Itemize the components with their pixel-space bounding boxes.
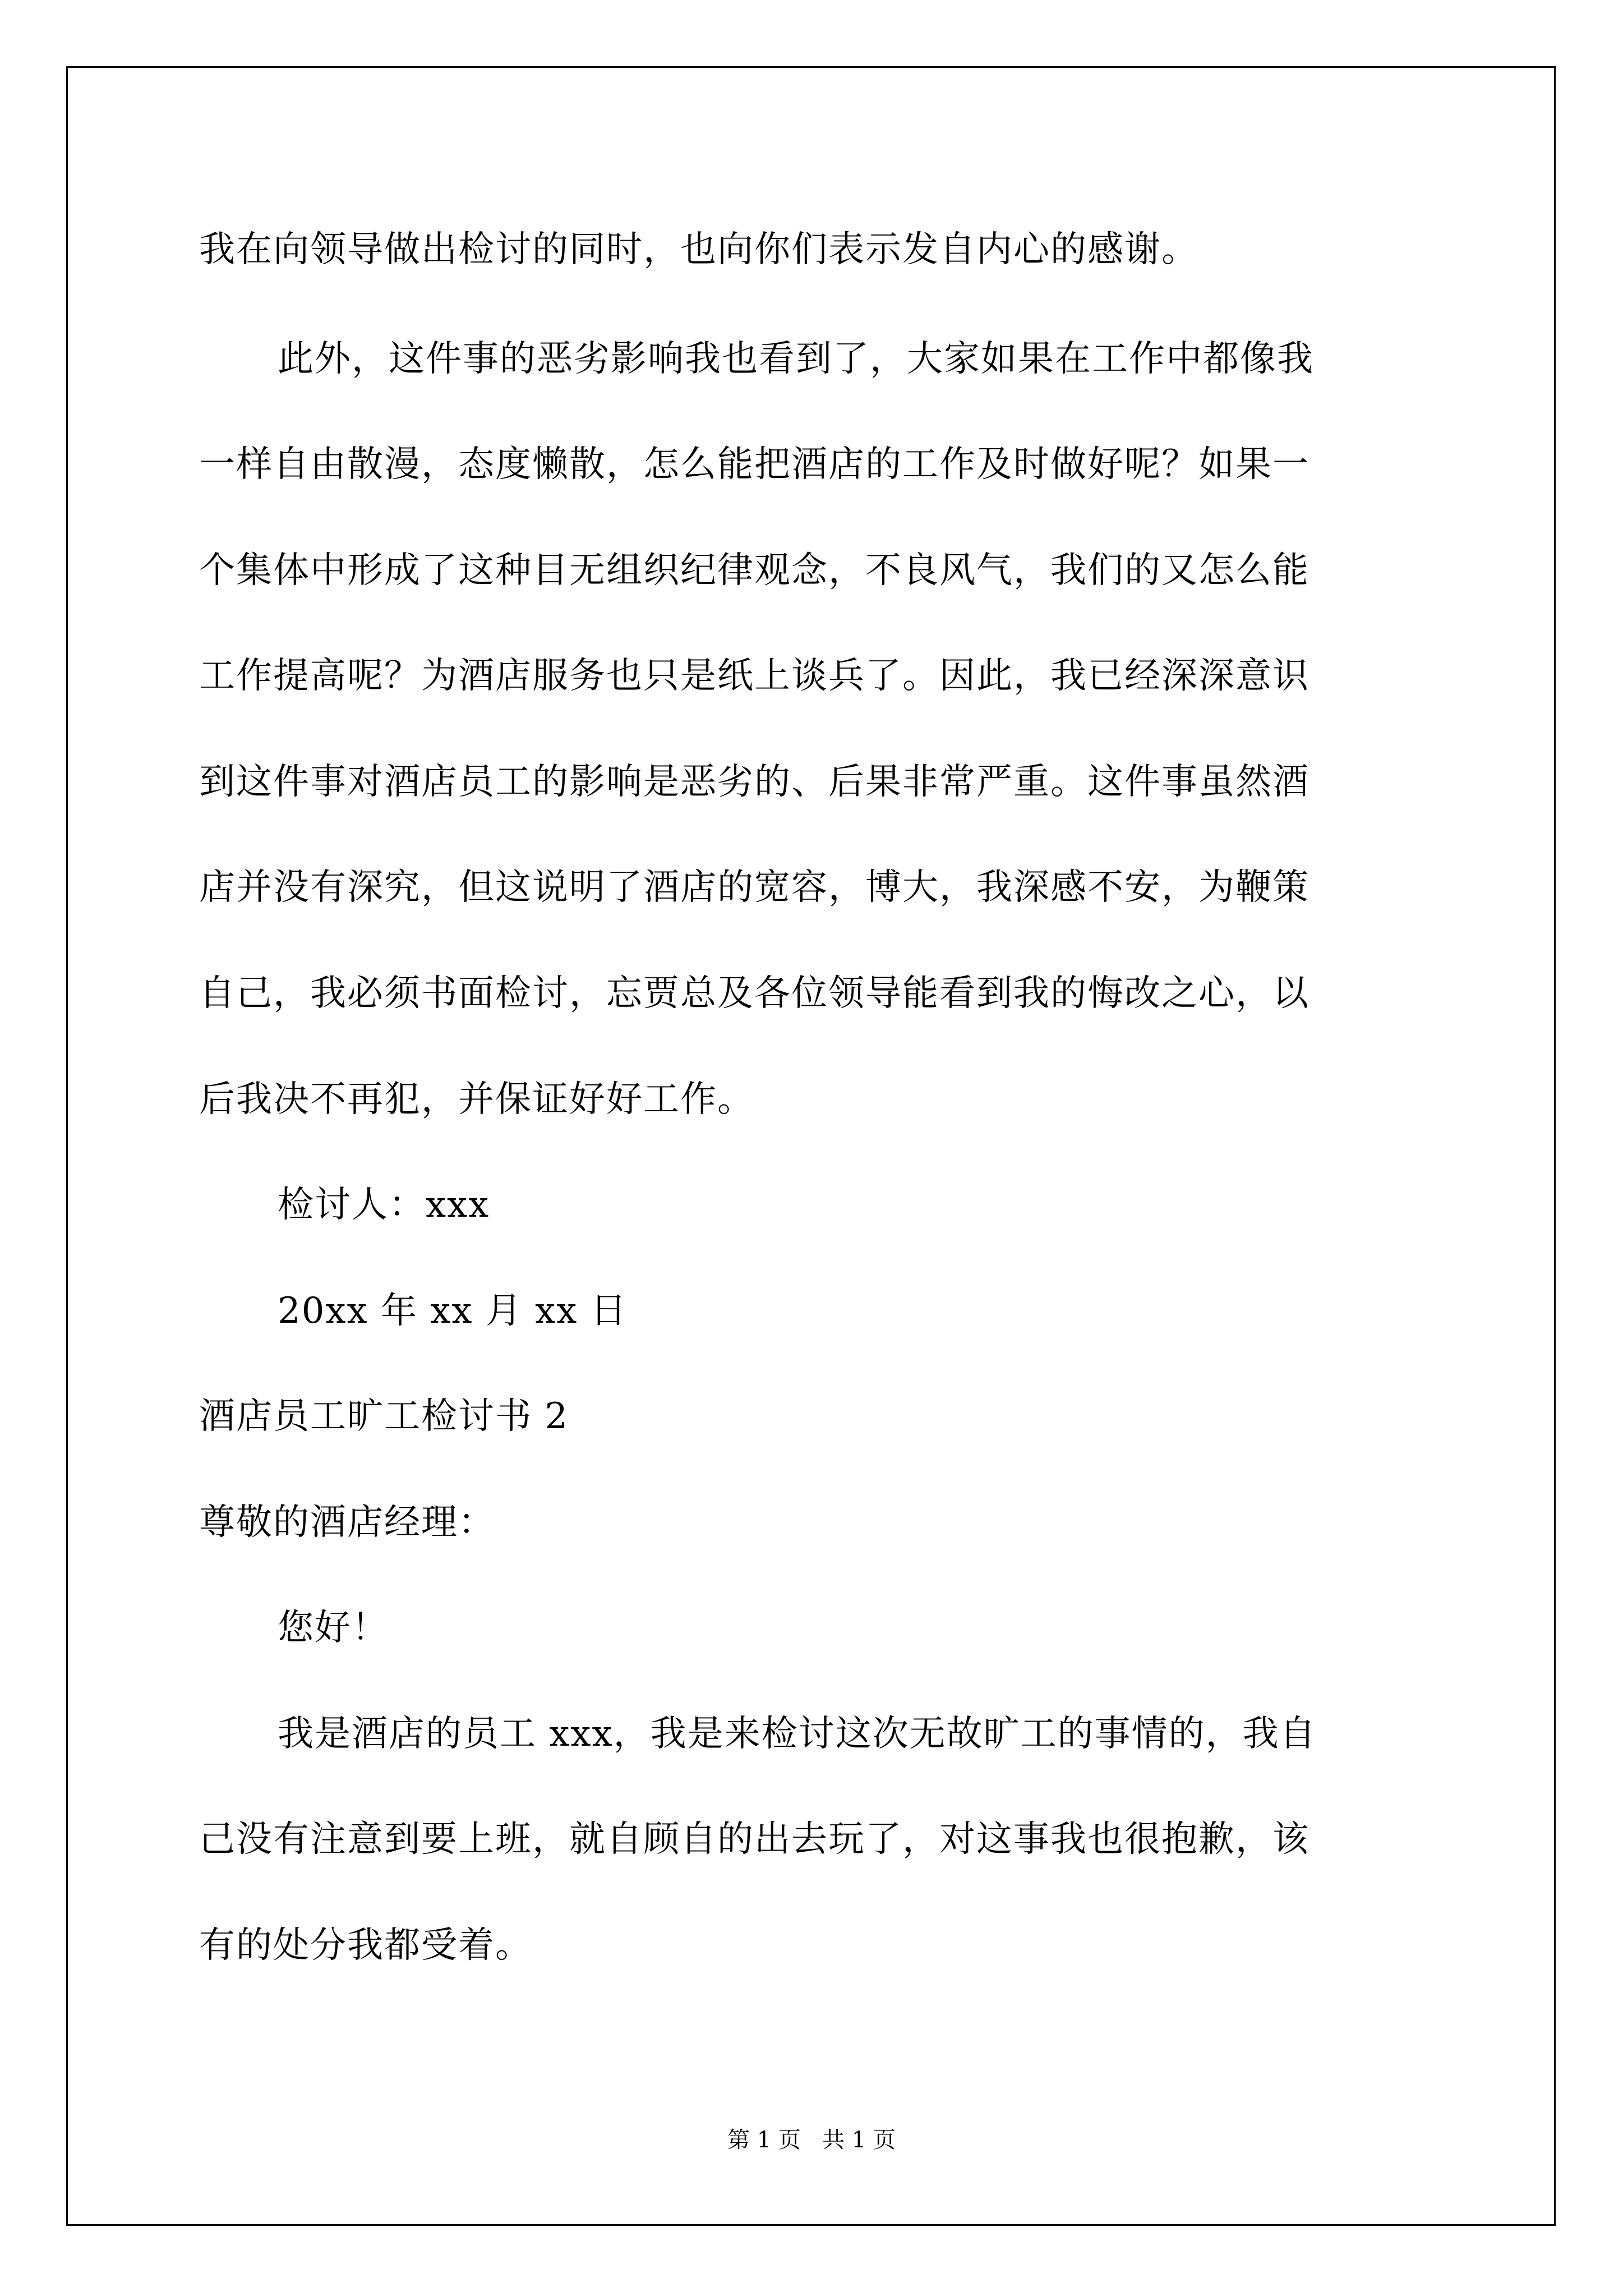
text-line: 店并没有深究，但这说明了酒店的宽容，博大，我深感不安，为鞭策: [199, 867, 1310, 908]
text-line: 我是酒店的员工 xxx，我是来检讨这次无故旷工的事情的，我自: [278, 1713, 1317, 1755]
text-line: 个集体中形成了这种目无组织纪律观念，不良风气，我们的又怎么能: [199, 550, 1310, 591]
text-line: 此外，这件事的恶劣影响我也看到了，大家如果在工作中都像我: [278, 338, 1314, 380]
text-line: 工作提高呢？为酒店服务也只是纸上谈兵了。因此，我已经深深意识: [199, 655, 1310, 697]
text-line: 有的处分我都受着。: [199, 1925, 532, 1966]
text-line: 到这件事对酒店员工的影响是恶劣的、后果非常严重。这件事虽然酒: [199, 761, 1310, 803]
salutation: 尊敬的酒店经理：: [199, 1502, 495, 1543]
text-line: 后我决不再犯，并保证好好工作。: [199, 1079, 754, 1120]
section-title: 酒店员工旷工检讨书 2: [199, 1396, 569, 1437]
page-border: [66, 66, 1556, 2226]
page-footer: 第 1 页 共 1 页: [727, 2127, 896, 2153]
text-line: 己没有注意到要上班，就自顾自的出去玩了，对这事我也很抱歉，该: [199, 1819, 1310, 1860]
text-line: 我在向领导做出检讨的同时，也向你们表示发自内心的感谢。: [199, 229, 1198, 270]
signer-line: 检讨人：xxx: [278, 1184, 490, 1226]
text-line: 自己，我必须书面检讨，忘贾总及各位领导能看到我的悔改之心，以: [199, 973, 1310, 1014]
text-line: 一样自由散漫，态度懒散，怎么能把酒店的工作及时做好呢？如果一: [199, 444, 1310, 485]
greeting: 您好！: [278, 1607, 389, 1649]
date-line: 20xx 年 xx 月 xx 日: [278, 1290, 628, 1332]
